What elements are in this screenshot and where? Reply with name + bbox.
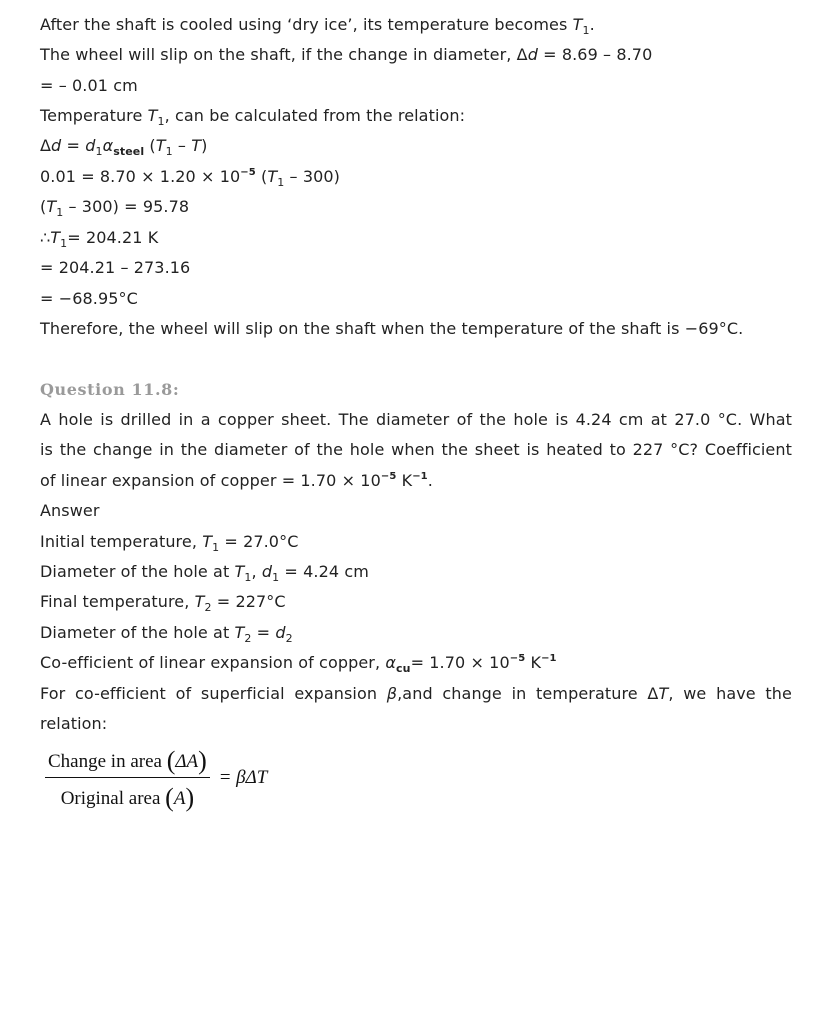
equation-t1-minus-300: $(T_1 - 300) = 95.78$ <box>40 197 190 219</box>
text-line-shaft-cooled: After the shaft is cooled using ‘dry ice’, its temperature becomes $T_1$. <box>40 15 595 37</box>
question-text-line-2: is the change in the diameter of the hole when the sheet is heated to 227 °C? Coefficient <box>40 440 792 459</box>
text-line-wheel-slip: The wheel will slip on the shaft, if the change in diameter, Δd = 8.69 – 8.70 <box>40 45 653 64</box>
answer-linear-expansion-coefficient: Co-efficient of linear expansion of copper, $\alpha_{cu}= 1.70 \times 10^{-5}$ $K^{-1}$ <box>40 653 557 675</box>
answer-relation-label: relation: <box>40 714 108 733</box>
text-line-diameter-change: = – 0.01 cm <box>40 76 138 95</box>
text-line-conclusion: Therefore, the wheel will slip on the shaft when the temperature of the shaft is −69°C. <box>40 319 744 338</box>
formula-numerator: Change in area (ΔA) <box>45 744 210 778</box>
answer-superficial-expansion-text: For co-efficient of superficial expansion β,and change in temperature ΔT, we have the <box>40 684 792 703</box>
equation-delta-d: $\Delta d = d_1\alpha_{steel}$ $(T_1 - T)$ <box>40 136 208 158</box>
formula-rhs: = βΔT <box>218 766 268 788</box>
question-heading: Question 11.8: <box>40 380 180 399</box>
answer-initial-temperature: Initial temperature, $T_1 = 27.0^\circ C$ <box>40 532 299 554</box>
answer-initial-diameter: Diameter of the hole at $T_1$, $d_1 = 4.24$ cm <box>40 562 369 584</box>
equation-celsius-result: = −68.95°C <box>40 289 138 308</box>
formula-fraction <box>45 744 210 811</box>
area-expansion-formula <box>45 744 267 811</box>
answer-heading: Answer <box>40 501 100 520</box>
question-text-line-1: A hole is drilled in a copper sheet. The diameter of the hole is 4.24 cm at 27.0 °C. What <box>40 410 792 429</box>
question-text-line-3: of linear expansion of copper = $1.70 \times 10^{-5}$ $K^{-1}$. <box>40 471 433 490</box>
equation-t1-result: $\therefore T_1= 204.21$ K <box>40 228 159 250</box>
text-line-temperature-relation: Temperature $T_1$, can be calculated from the relation: <box>40 106 466 128</box>
answer-final-temperature: Final temperature, $T_2 = 227^\circ C$ <box>40 592 286 614</box>
equation-substitution: $0.01 = 8.70 \times 1.20 \times 10^{-5}$ $(T_1 - 300)$ <box>40 167 340 189</box>
formula-denominator: Original area (A) <box>60 783 195 812</box>
answer-final-diameter: Diameter of the hole at $T_2 = d_2$ <box>40 623 293 645</box>
equation-kelvin-conversion: = 204.21 – 273.16 <box>40 258 191 277</box>
